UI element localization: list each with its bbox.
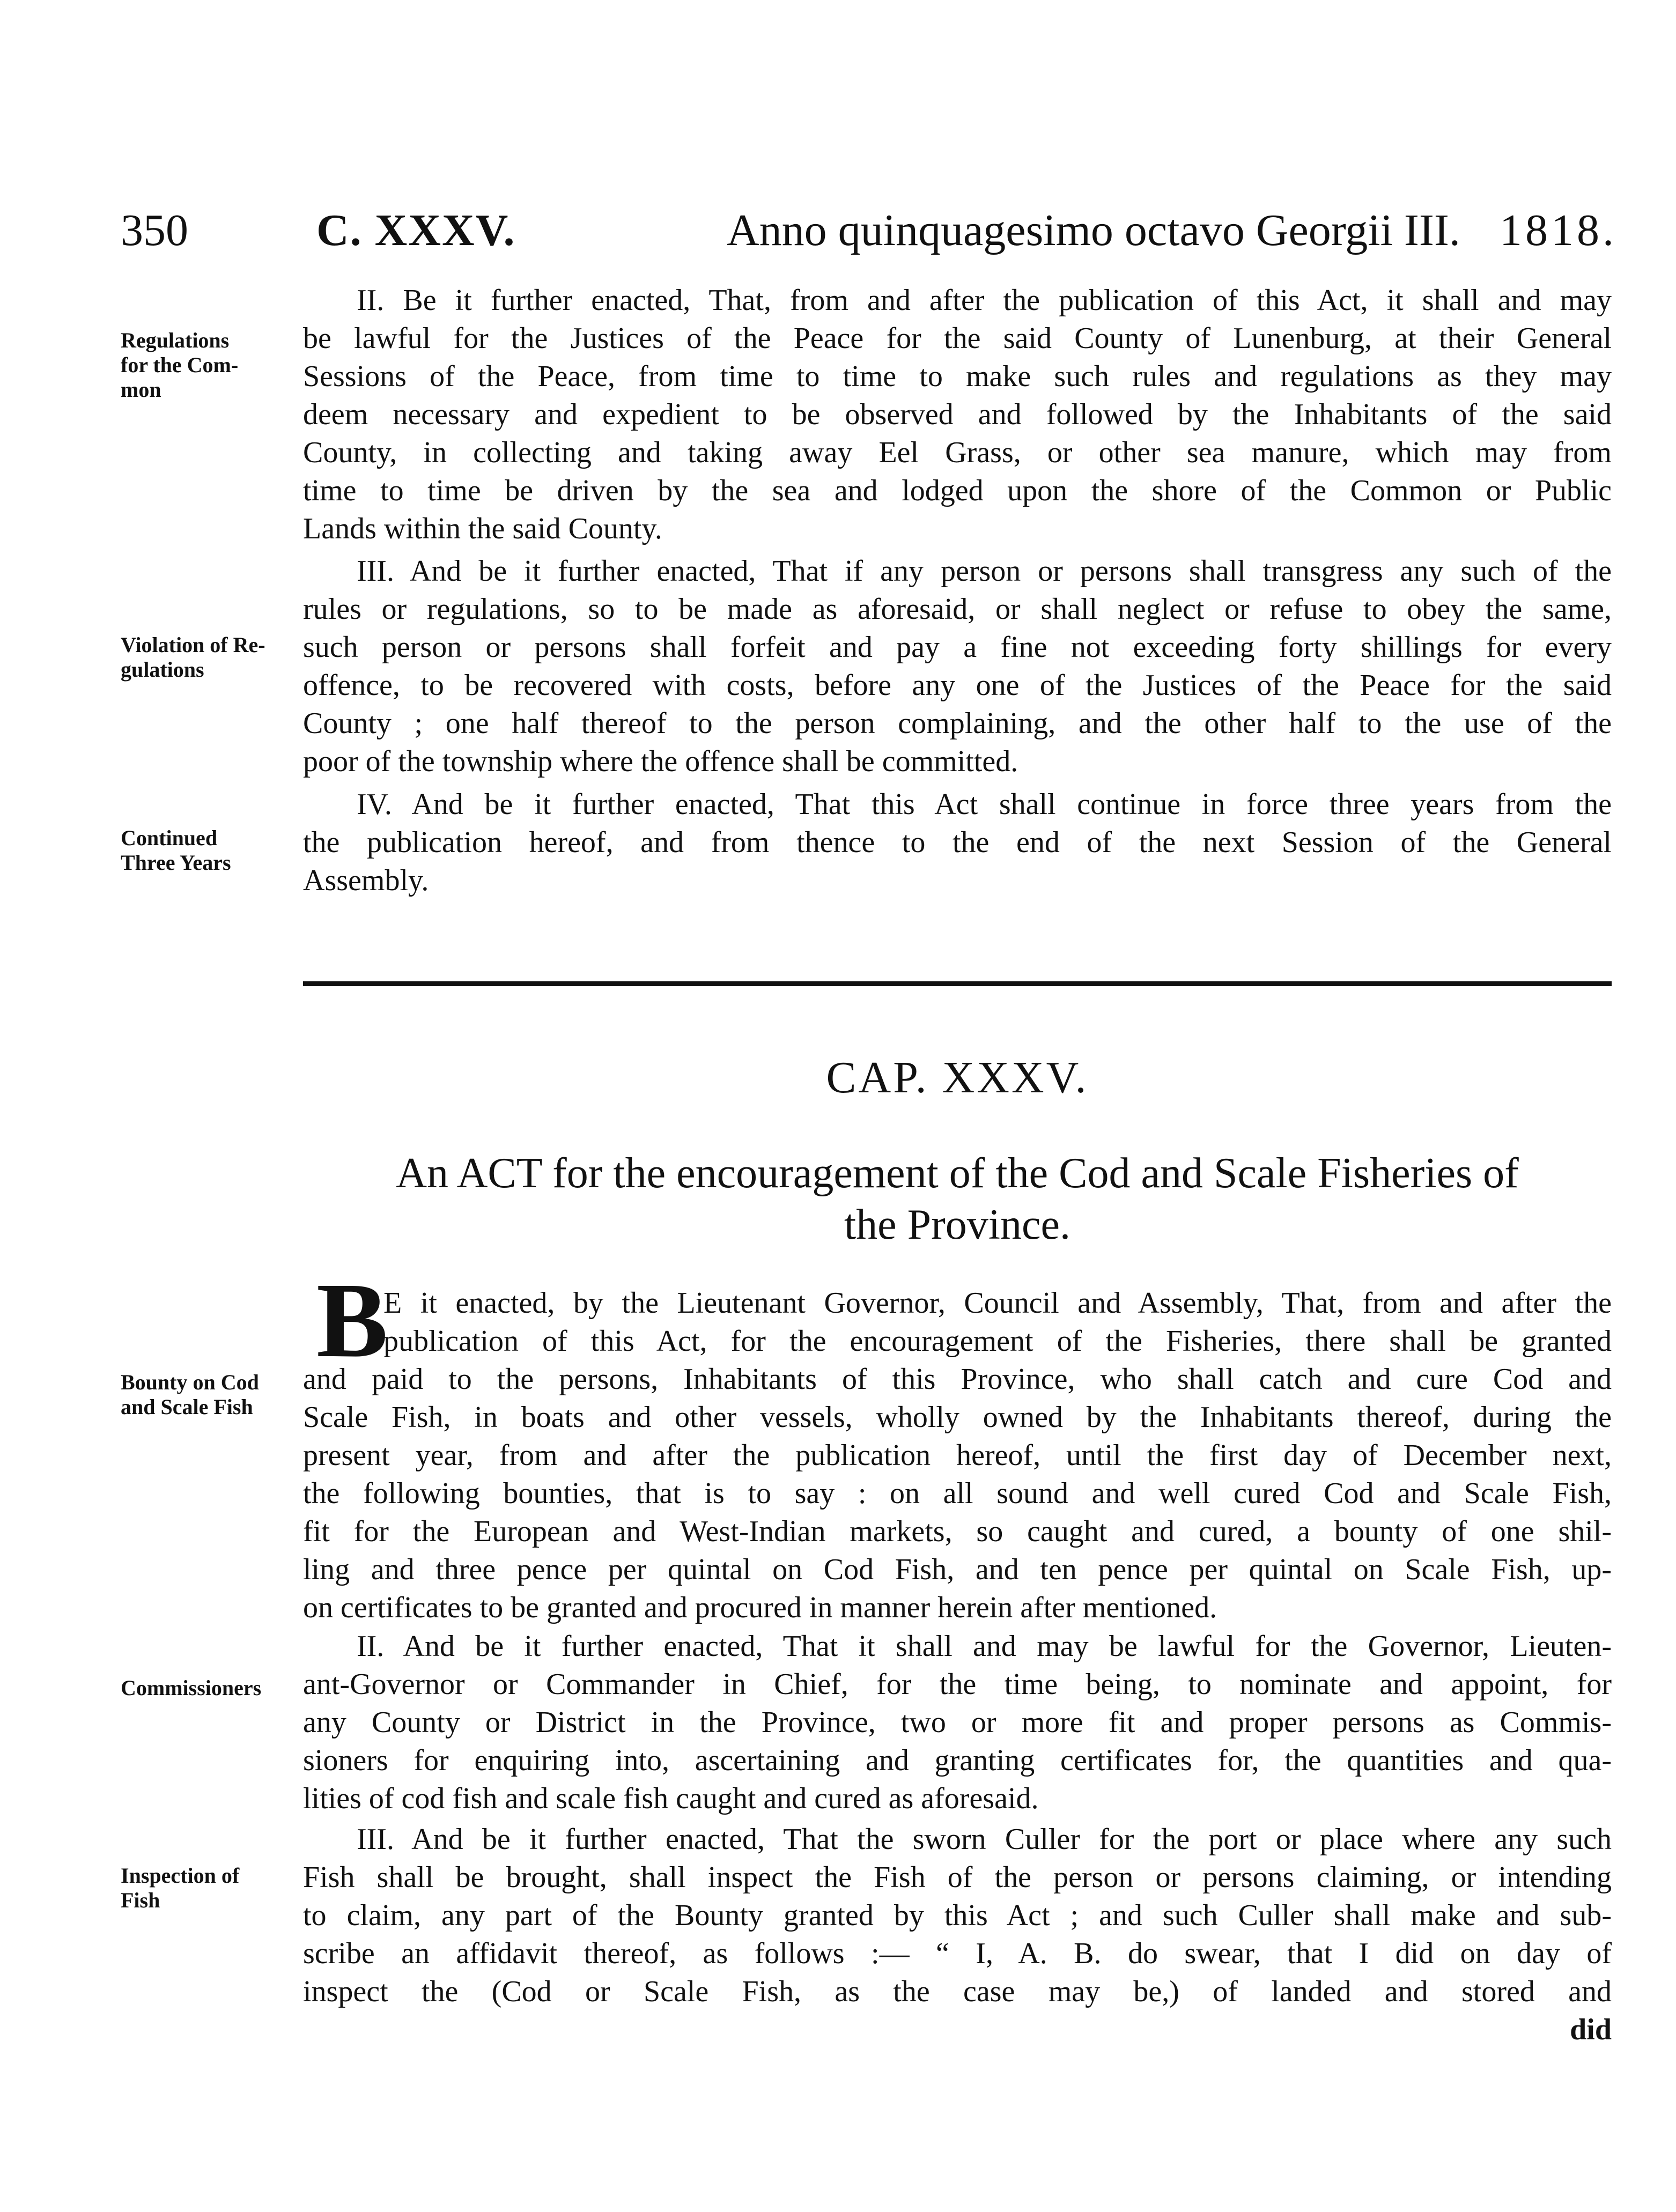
section-iii-previous-act [303,552,1612,781]
text-line: IV. And be it further enacted, That this Act shall continue in force three years from the [357,788,1612,821]
act-title-line: An ACT for the encouragement of the Cod and Scale Fisheries of [396,1150,1519,1197]
running-header [121,204,1617,263]
section-iv-previous-act [303,786,1612,900]
text-line: the publication hereof, and from thence to the end of the next Session of the General [303,826,1612,859]
text-line: the following bounties, that is to say : on all sound and well cured Cod and Scale Fish, [303,1477,1612,1510]
catchword: did [1570,2013,1612,2046]
margin-note-violation: Violation of Re- gulations [121,633,265,682]
text-line: County, in collecting and taking away Eel Grass, or other sea manure, which may from [303,436,1612,469]
running-title: Anno quinquagesimo octavo Georgii III. [727,205,1460,255]
text-line: Assembly. [303,864,429,897]
chapter-heading: CAP. XXXV. [826,1053,1089,1103]
chapter-reference: C. XXXV. [316,205,516,255]
text-line: on certificates to be granted and procured in manner herein after mentioned. [303,1591,1217,1624]
drop-cap: B [316,1261,388,1380]
margin-note-commissioners: Commissioners [121,1676,262,1700]
section-i [303,1284,1612,1627]
text-line: deem necessary and expedient to be observed and followed by the Inhabitants of the said [303,398,1612,431]
margin-note-continued: Continued Three Years [121,826,231,875]
text-line: E it enacted, by the Lieutenant Governor, Council and Assembly, That, from and after the [383,1286,1612,1320]
section-ii-previous-act [303,282,1612,548]
text-line: be lawful for the Justices of the Peace for the said County of Lunenburg, at their General [303,322,1612,355]
text-line: County ; one half thereof to the person complaining, and the other half to the use of the [303,707,1612,740]
text-line: ant-Governor or Commander in Chief, for the time being, to nominate and appoint, for [303,1668,1612,1701]
text-line: inspect the (Cod or Scale Fish, as the case may be,) of landed and stored and [303,1975,1612,2008]
text-line: III. And be it further enacted, That the sworn Culler for the port or place where any such [357,1823,1612,1856]
text-line: such person or persons shall forfeit and pay a fine not exceeding forty shillings for every [303,631,1612,664]
act-title [303,1148,1612,1251]
text-line: Sessions of the Peace, from time to time to make such rules and regulations as they may [303,360,1612,393]
text-line: offence, to be recovered with costs, before any one of the Justices of the Peace for the said [303,669,1612,702]
page-number: 350 [121,205,188,255]
margin-note-regulations: Regulations for the Com- mon [121,328,239,402]
section-divider-rule [303,981,1612,986]
text-line: ling and three pence per quintal on Cod Fish, and ten pence per quintal on Scale Fish, up- [303,1553,1612,1586]
text-line: any County or District in the Province, two or more fit and proper persons as Commis- [303,1706,1612,1739]
text-line: scribe an affidavit thereof, as follows :— “ I, A. B. do swear, that I did on day of [303,1937,1612,1970]
text-line: time to time be driven by the sea and lodged upon the shore of the Common or Public [303,474,1612,507]
text-line: publication of this Act, for the encouragement of the Fisheries, there shall be granted [383,1325,1612,1358]
act-title-line: the Province. [844,1201,1071,1248]
text-line: lities of cod fish and scale fish caught and cured as aforesaid. [303,1782,1039,1815]
margin-note-bounty: Bounty on Cod and Scale Fish [121,1370,259,1419]
text-line: fit for the European and West-Indian markets, so caught and cured, a bounty of one shil- [303,1515,1612,1548]
text-line: present year, from and after the publication hereof, until the first day of December next, [303,1439,1612,1472]
text-line: Lands within the said County. [303,512,662,545]
text-line: II. Be it further enacted, That, from and after the publication of this Act, it shall and may [357,284,1612,317]
section-iii [303,1821,1612,2049]
text-line: poor of the township where the offence shall be committed. [303,745,1018,778]
text-line: III. And be it further enacted, That if any person or persons shall transgress any such of the [357,554,1612,588]
text-line: rules or regulations, so to be made as aforesaid, or shall neglect or refuse to obey the same, [303,593,1612,626]
text-line: to claim, any part of the Bounty granted by this Act ; and such Culler shall make and sub- [303,1899,1612,1932]
margin-note-inspection: Inspection of Fish [121,1863,240,1912]
text-line: sioners for enquiring into, ascertaining and granting certificates for, the quantities and qua- [303,1744,1612,1777]
header-year: 1818. [1500,205,1617,255]
text-line: Scale Fish, in boats and other vessels, wholly owned by the Inhabitants thereof, during the [303,1401,1612,1434]
text-line: II. And be it further enacted, That it shall and may be lawful for the Governor, Lieuten- [357,1630,1612,1663]
text-line: and paid to the persons, Inhabitants of this Province, who shall catch and cure Cod and [303,1363,1612,1396]
section-ii [303,1627,1612,1818]
text-line: Fish shall be brought, shall inspect the Fish of the person or persons claiming, or intending [303,1861,1612,1894]
